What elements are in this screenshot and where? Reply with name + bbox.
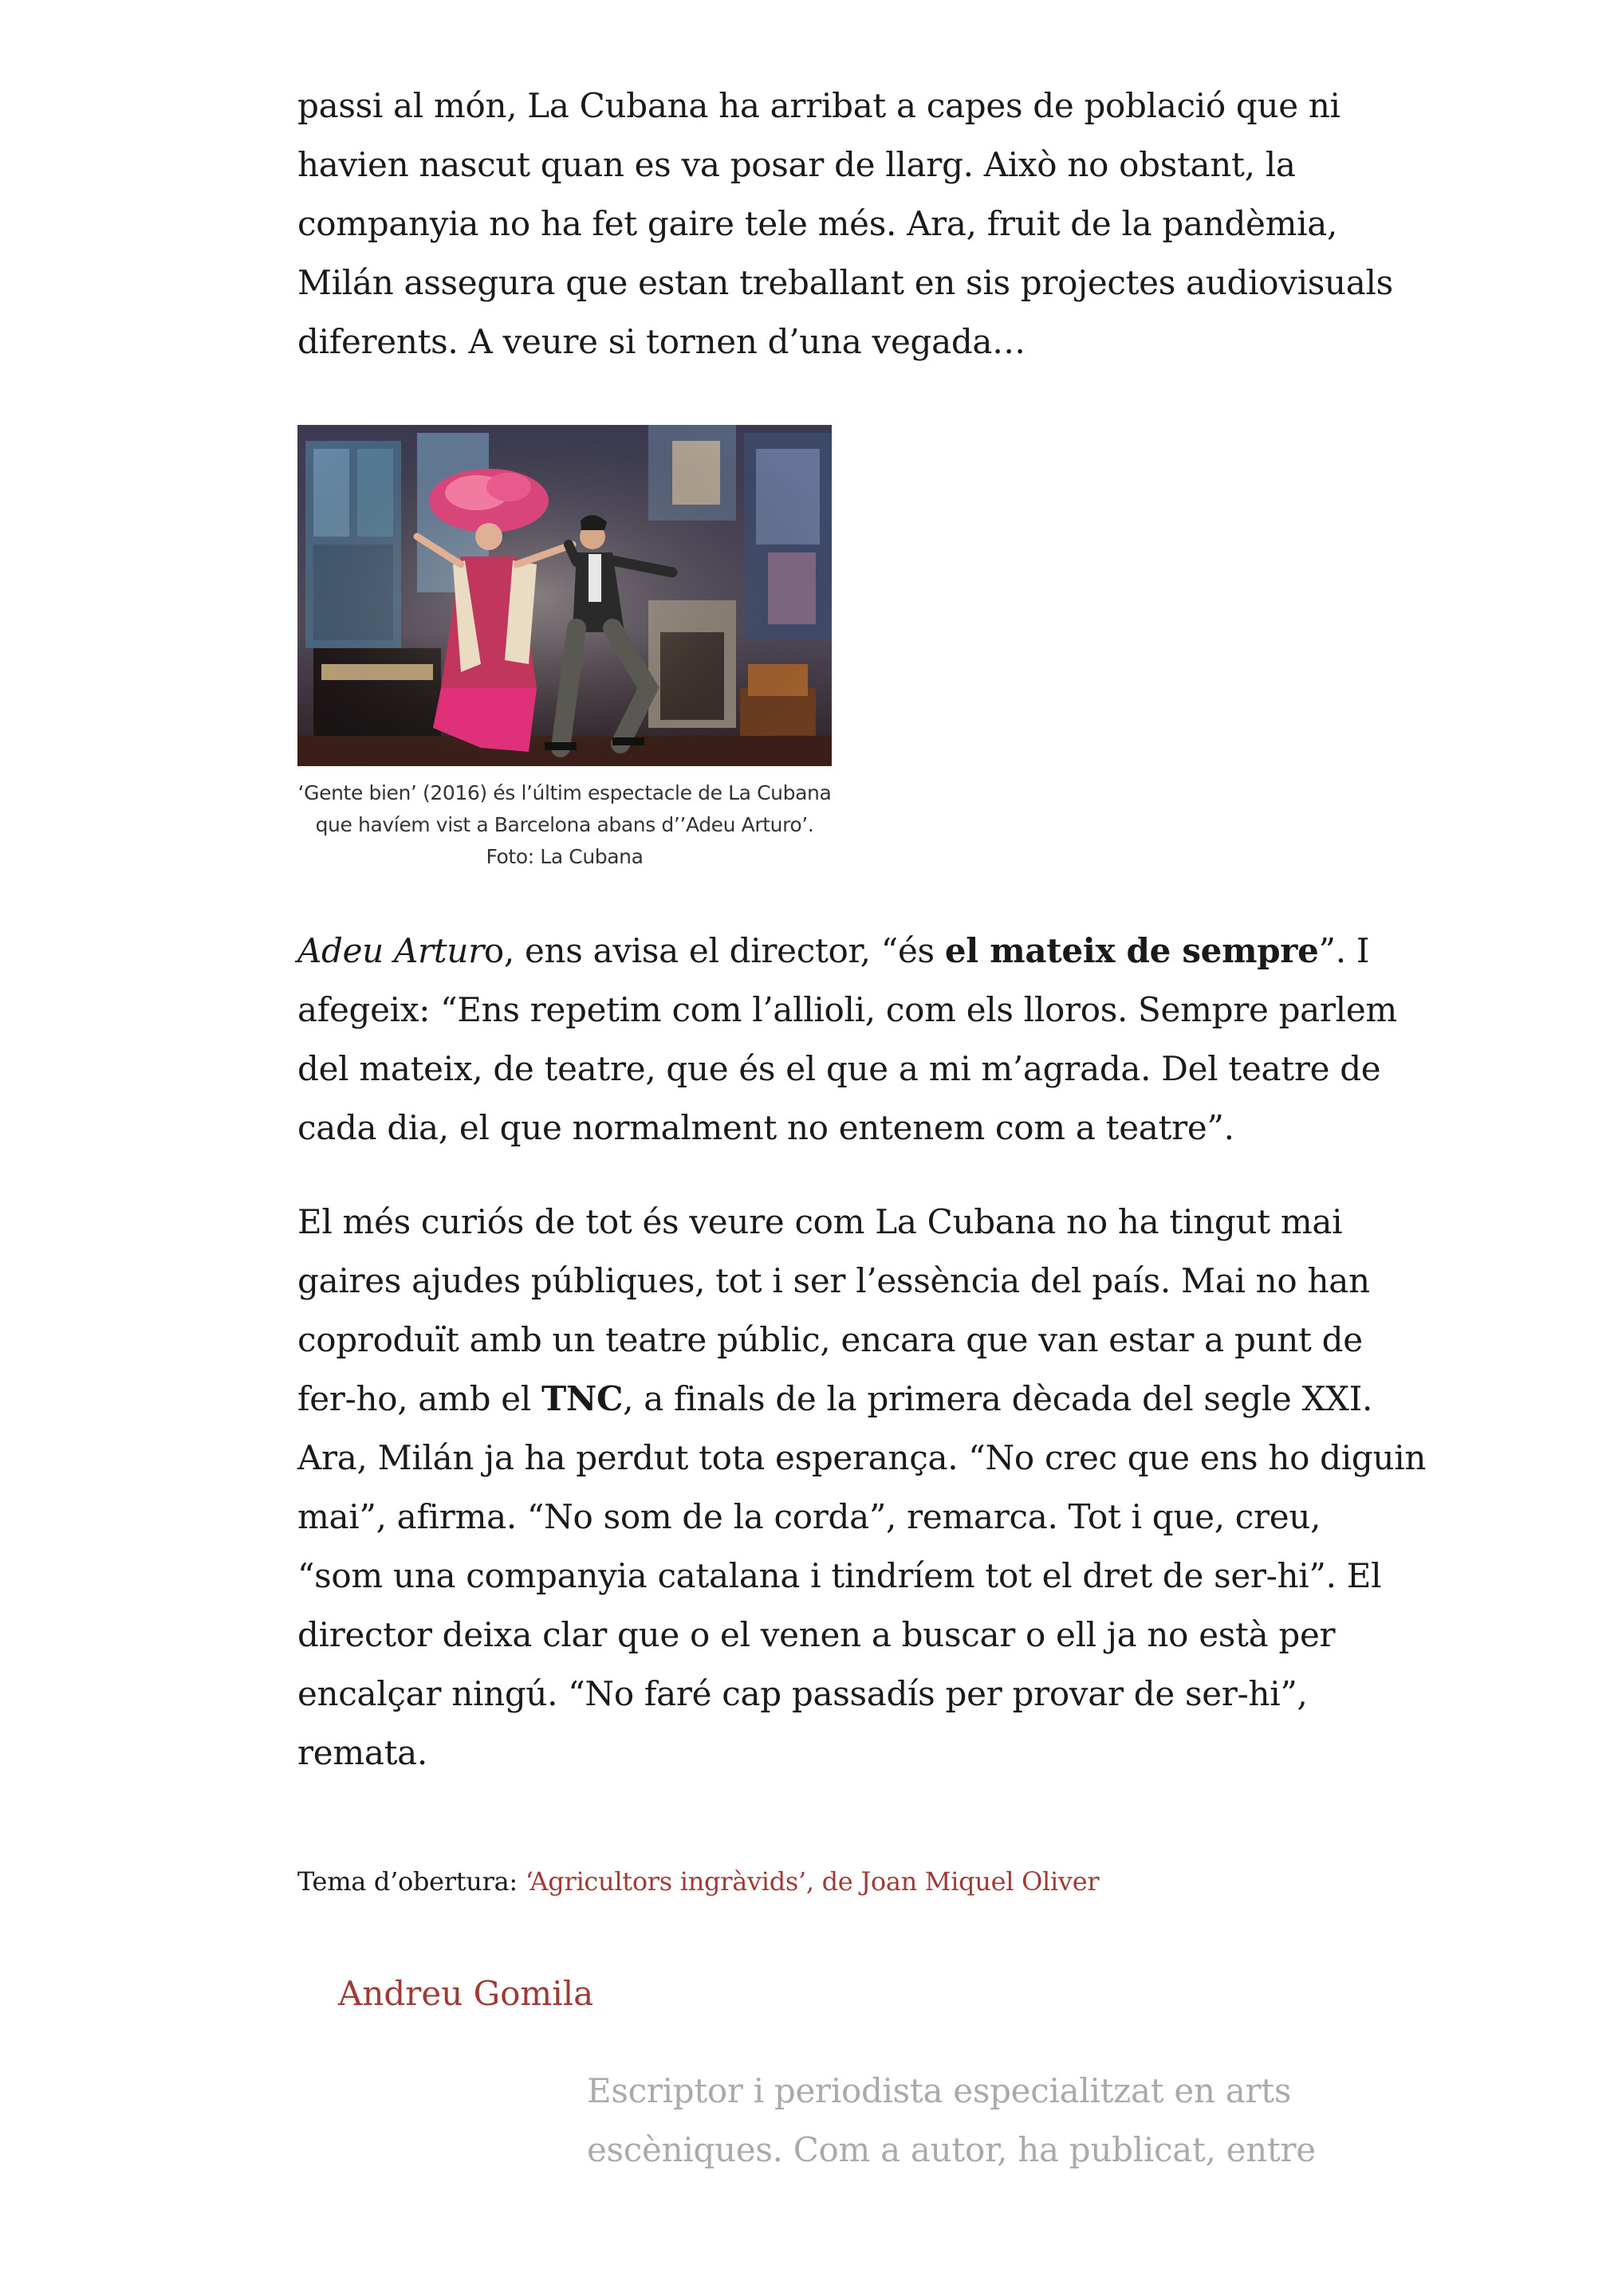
- paragraph-line: passi al món, La Cubana ha arribat a capes de població que ni: [297, 86, 1340, 125]
- author-bio: [587, 2062, 1316, 2180]
- text-run: fer-ho, amb el: [297, 1379, 541, 1418]
- caption-line: ‘Gente bien’ (2016) és l’últim espectacle de La Cubana: [297, 781, 832, 804]
- paragraph-line: mai”, afirma. “No som de la corda”, remarca. Tot i que, creu,: [297, 1497, 1321, 1536]
- text-run: ”. I: [1318, 931, 1370, 970]
- play-title: Adeu Artur: [297, 931, 484, 970]
- paragraph-line: coproduït amb un teatre públic, encara que van estar a punt de: [297, 1320, 1363, 1359]
- paragraph-line: encalçar ningú. “No faré cap passadís per provar de ser-hi”,: [297, 1674, 1308, 1713]
- caption-credit: Foto: La Cubana: [486, 845, 644, 868]
- opening-theme: [297, 1866, 1099, 1897]
- paragraph-line: Ara, Milán ja ha perdut tota esperança. “No crec que ens ho diguin: [297, 1438, 1427, 1477]
- text-run: o, ens avisa el director, “és: [483, 931, 945, 970]
- paragraph-line: [297, 1370, 1426, 1429]
- paragraph-line: “som una companyia catalana i tindríem tot el dret de ser-hi”. El: [297, 1556, 1382, 1595]
- paragraph-line: director deixa clar que o el venen a buscar o ell ja no està per: [297, 1615, 1336, 1654]
- article-figure: [297, 425, 832, 873]
- paragraph-line: remata.: [297, 1733, 427, 1772]
- paragraph-line: Milán assegura que estan treballant en sis projectes audiovisuals: [297, 263, 1393, 302]
- paragraph-3: [297, 1193, 1426, 1783]
- opening-theme-label: Tema d’obertura:: [297, 1866, 526, 1897]
- caption-line: que havíem vist a Barcelona abans d’’Adeu Arturo’.: [315, 813, 814, 836]
- tnc-emphasis: TNC: [541, 1379, 624, 1418]
- author-bio-line: escèniques. Com a autor, ha publicat, entre: [587, 2130, 1316, 2169]
- paragraph-line: companyia no ha fet gaire tele més. Ara, fruit de la pandèmia,: [297, 204, 1338, 243]
- author-bio-line: Escriptor i periodista especialitzat en arts: [587, 2071, 1292, 2110]
- photo-caption: [297, 777, 832, 873]
- paragraph-line: diferents. A veure si tornen d’una vegada…: [297, 322, 1026, 361]
- paragraph-line: cada dia, el que normalment no entenem com a teatre”.: [297, 1108, 1234, 1147]
- paragraph-line: del mateix, de teatre, que és el que a mi m’agrada. Del teatre de: [297, 1049, 1381, 1088]
- paragraph-line: afegeix: “Ens repetim com l’allioli, com els lloros. Sempre parlem: [297, 990, 1397, 1029]
- opening-theme-link[interactable]: ‘Agricultors ingràvids’, de Joan Miquel Oliver: [525, 1866, 1100, 1897]
- paragraph-2: [297, 922, 1397, 1158]
- emphasis: el mateix de sempre: [944, 931, 1319, 970]
- text-run: , a finals de la primera dècada del segle XXI.: [623, 1379, 1373, 1418]
- paragraph-line: gaires ajudes públiques, tot i ser l’essència del país. Mai no han: [297, 1261, 1370, 1300]
- paragraph-line: [297, 922, 1397, 981]
- paragraph-1: [297, 77, 1393, 372]
- paragraph-line: El més curiós de tot és veure com La Cubana no ha tingut mai: [297, 1202, 1343, 1241]
- author-name-link[interactable]: Andreu Gomila: [338, 1974, 594, 2013]
- paragraph-line: havien nascut quan es va posar de llarg. Això no obstant, la: [297, 145, 1296, 184]
- stage-photo: [297, 425, 832, 766]
